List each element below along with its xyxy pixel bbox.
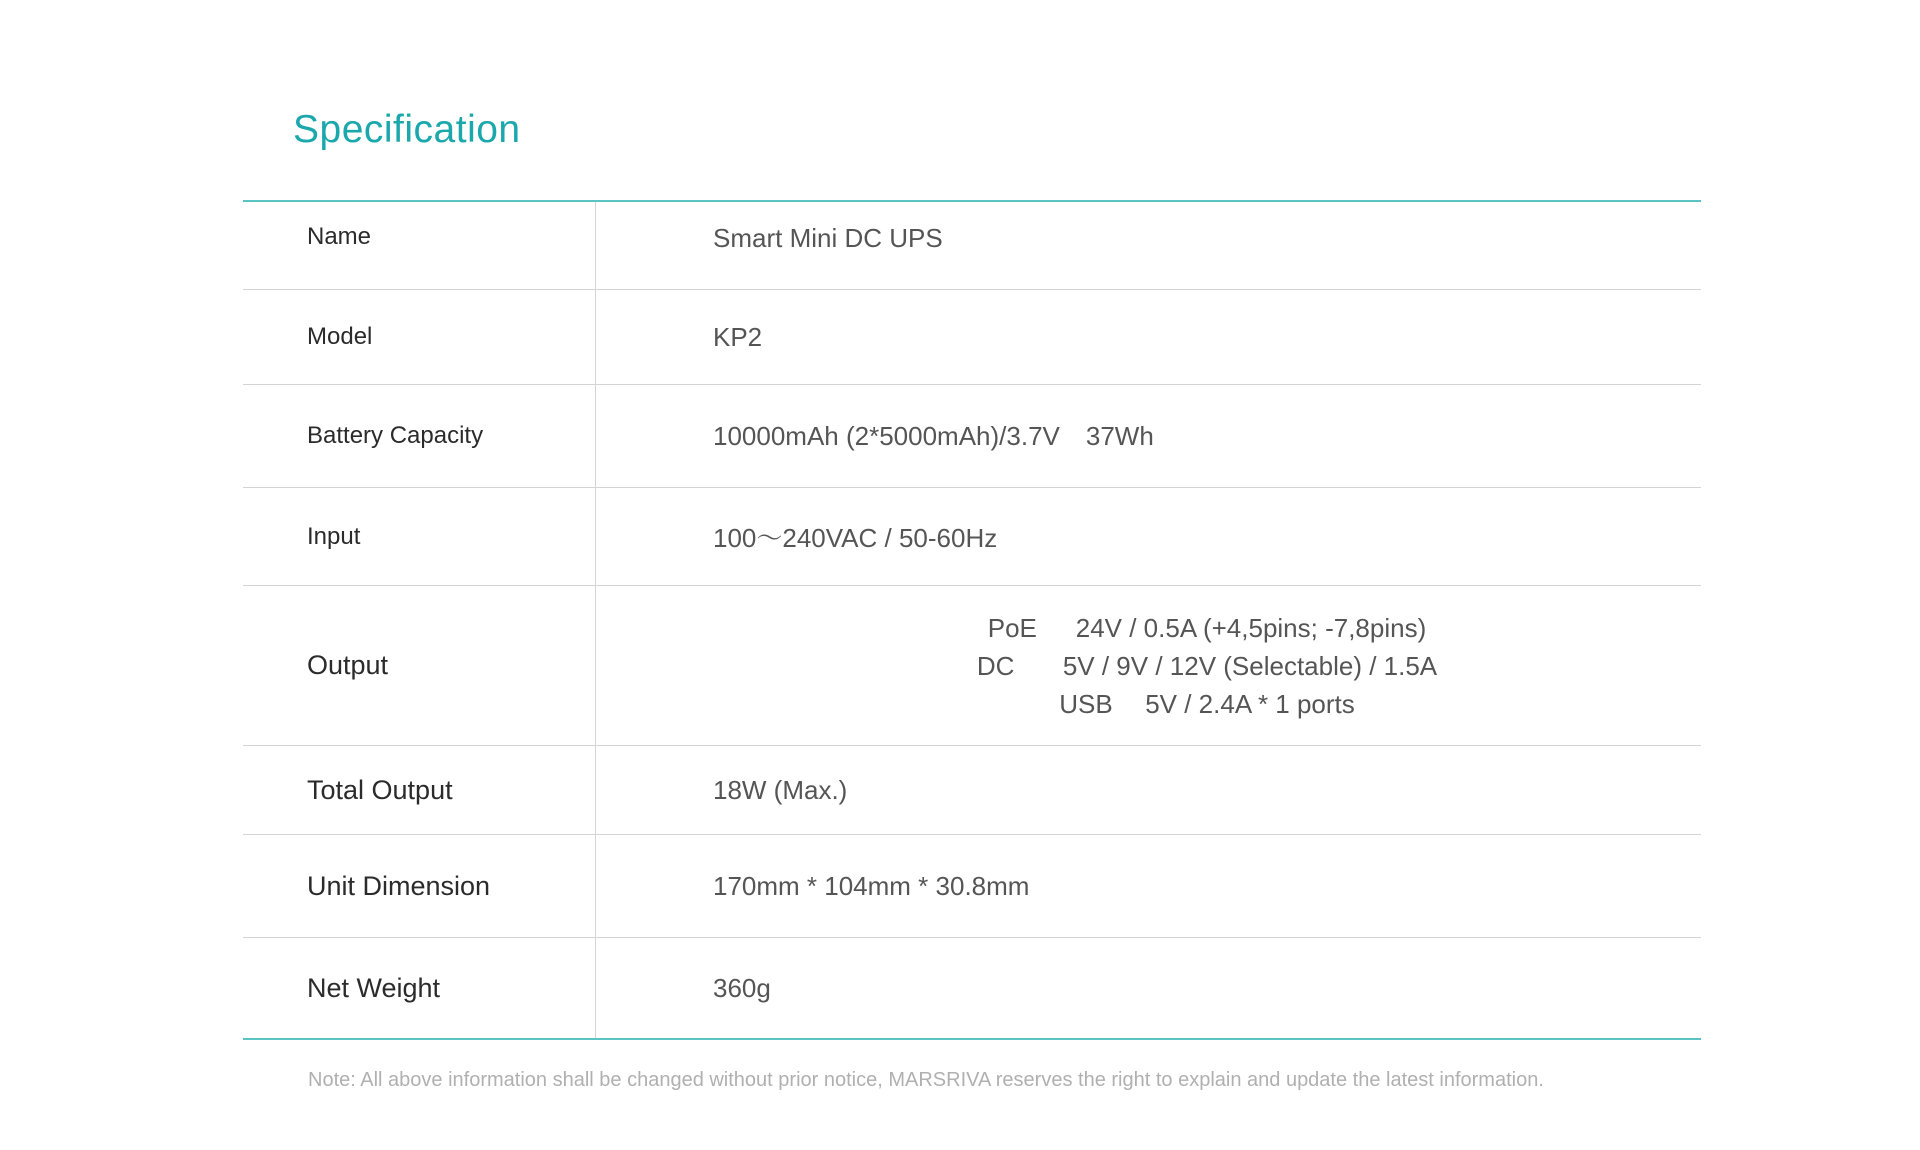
- spec-label: Net Weight: [243, 938, 596, 1038]
- spec-value: 100～240VAC / 50-60Hz: [713, 523, 998, 553]
- page-title: Specification: [293, 108, 521, 151]
- spec-label: Input: [243, 488, 596, 585]
- spec-label: Unit Dimension: [243, 835, 596, 937]
- output-list: [596, 586, 1701, 745]
- output-line-dc: [977, 647, 1437, 685]
- spec-value: Smart Mini DC UPS: [713, 223, 943, 253]
- output-line-poe: [988, 609, 1427, 647]
- spec-label: Total Output: [243, 746, 596, 834]
- spec-value: 18W (Max.): [713, 774, 848, 805]
- output-line-usb: [1059, 685, 1355, 723]
- output-key: PoE: [987, 612, 1037, 643]
- output-val: 5V / 2.4A * 1 ports: [1145, 688, 1355, 719]
- spec-value-group: [596, 385, 1701, 487]
- spec-row-total-output: [243, 746, 1701, 835]
- spec-row-input: [243, 488, 1701, 586]
- spec-label: Name: [243, 202, 596, 289]
- output-val: 5V / 9V / 12V (Selectable) / 1.5A: [1062, 650, 1438, 681]
- spec-table: [243, 200, 1701, 1040]
- output-key: DC: [976, 650, 1015, 681]
- spec-label: Model: [243, 290, 596, 384]
- spec-value: 10000mAh (2*5000mAh)/3.7V: [713, 420, 1060, 451]
- spec-row-battery-capacity: [243, 385, 1701, 488]
- spec-value: 360g: [713, 972, 771, 1003]
- spec-row-output: [243, 586, 1701, 746]
- spec-label: Battery Capacity: [243, 385, 596, 487]
- output-val: 24V / 0.5A (+4,5pins; -7,8pins): [1075, 612, 1427, 643]
- disclaimer-note: Note: All above information shall be changed without prior notice, MARSRIVA reserves the right to explain and update the latest information.: [308, 1069, 1544, 1091]
- spec-label: Output: [243, 586, 596, 745]
- spec-value-extra: 37Wh: [1085, 420, 1154, 451]
- output-key: USB: [1059, 688, 1113, 719]
- spec-value: KP2: [713, 321, 763, 352]
- spec-row-net-weight: [243, 938, 1701, 1038]
- spec-row-name: [243, 202, 1701, 290]
- spec-value: 170mm * 104mm * 30.8mm: [713, 870, 1030, 901]
- spec-row-model: [243, 290, 1701, 385]
- spec-row-unit-dimension: [243, 835, 1701, 938]
